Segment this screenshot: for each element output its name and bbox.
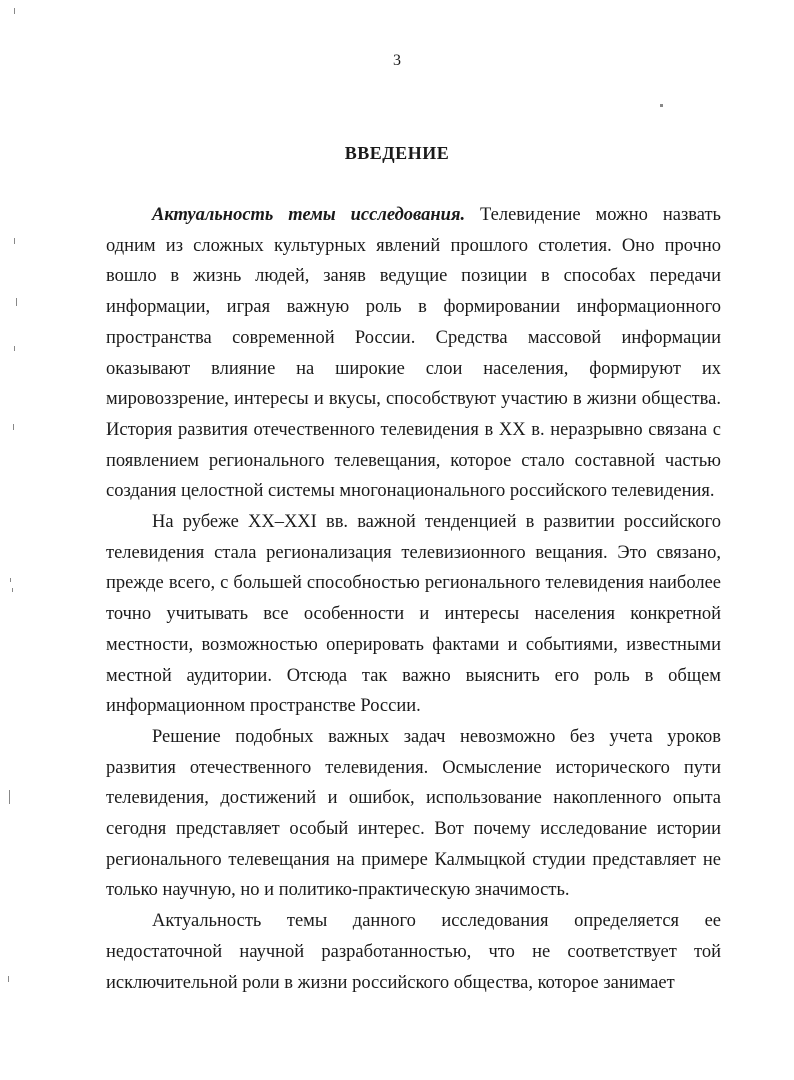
paragraph-lessons: Решение подобных важных задач невозможно без учета уроков развития отечественного телевидения. Осмысление исторического пути телевидения, достижений и ошибок, использование накопленного опыта сегодня представляет особый интерес. Вот почему исследование истории регионального телевещания на примере Калмыцкой студии представляет не только научную, но и политико-практическую значимость. <box>106 726 721 901</box>
body-text <box>106 200 721 998</box>
section-heading: ВВЕДЕНИЕ <box>344 143 450 163</box>
paragraph-lead: Актуальность темы исследования. <box>152 205 466 225</box>
paragraph-regionalization: На рубеже XX–XXI вв. важной тенденцией в развитии российского телевидения стала регионализация телевизионного вещания. Это связано, прежде всего, с большей способностью регионального телевидения наиболее точно учитывать все особенности и интересы населения конкретной местности, возможностью оперировать фактами и событиями, известными местной аудитории. Отсюда так важно выяснить его роль в общем информационном пространстве России. <box>106 512 721 717</box>
paragraph-text: Телевидение можно назвать одним из сложных культурных явлений прошлого столетия. Оно прочно вошло в жизнь людей, заняв ведущие позиции в способах передачи информации, играя важную роль в формировании информационного пространства современной России. Средства массовой информации оказывают влияние на широкие слои населения, формируют их мировоззрение, интересы и вкусы, способствуют участию в жизни общества. История развития отечественного телевидения в XX в. неразрывно связана с появлением регионального телевещания, которое стало составной частью создания целостной системы многонационального российского телевидения. <box>106 205 721 502</box>
paragraph-relevance <box>106 200 721 507</box>
page-number: 3 <box>393 52 401 69</box>
paragraph-research-gap: Актуальность темы данного исследования определяется ее недостаточной научной разработанностью, что не соответствует той исключительной роли в жизни российского общества, которое занимает <box>106 911 721 993</box>
